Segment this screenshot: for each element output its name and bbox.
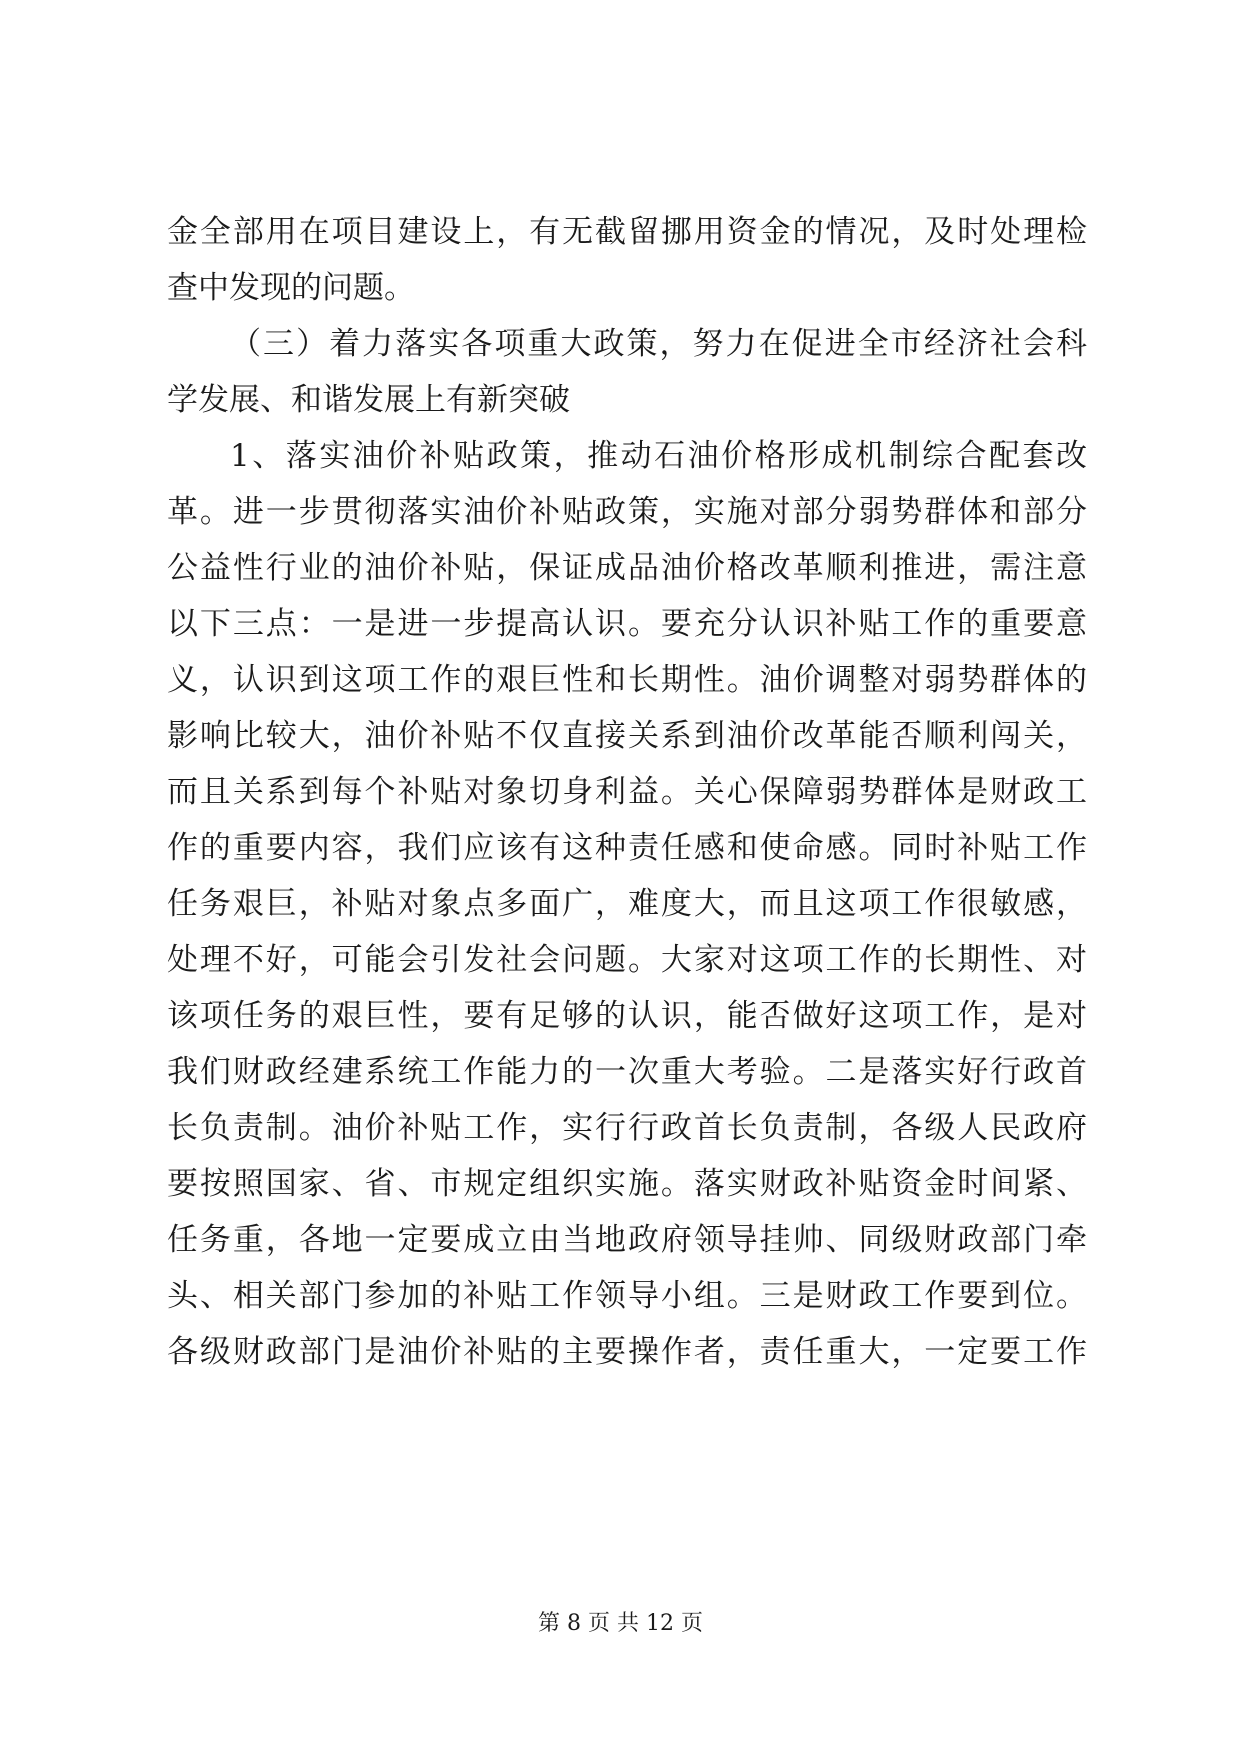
section-heading-line-1: （三）着力落实各项重大政策，努力在促进全市经济社会科 [230,326,1087,362]
body-line-12: 作的重要内容，我们应该有这种责任感和使命感。同时补贴工作 [167,830,1087,866]
body-line-15: 该项任务的艰巨性，要有足够的认识，能否做好这项工作，是对 [167,998,1087,1034]
body-line-21: 各级财政部门是油价补贴的主要操作者，责任重大，一定要工作 [167,1334,1087,1370]
body-line-13: 任务艰巨，补贴对象点多面广，难度大，而且这项工作很敏感， [167,886,1087,922]
body-line-1: 金全部用在项目建设上，有无截留挪用资金的情况，及时处理检 [167,214,1087,250]
page-footer: 第 8 页 共 12 页 [538,1611,703,1636]
body-line-16: 我们财政经建系统工作能力的一次重大考验。二是落实好行政首 [167,1054,1087,1090]
body-line-2: 查中发现的问题。 [167,270,415,306]
body-line-11: 而且关系到每个补贴对象切身利益。关心保障弱势群体是财政工 [167,774,1087,810]
body-line-14: 处理不好，可能会引发社会问题。大家对这项工作的长期性、对 [167,942,1087,978]
body-line-20: 头、相关部门参加的补贴工作领导小组。三是财政工作要到位。 [167,1278,1087,1314]
section-heading-line-2: 学发展、和谐发展上有新突破 [167,382,570,418]
body-line-18: 要按照国家、省、市规定组织实施。落实财政补贴资金时间紧、 [167,1166,1087,1202]
body-line-17: 长负责制。油价补贴工作，实行行政首长负责制，各级人民政府 [167,1110,1087,1146]
body-line-6: 革。进一步贯彻落实油价补贴政策，实施对部分弱势群体和部分 [167,494,1087,530]
body-line-8: 以下三点：一是进一步提高认识。要充分认识补贴工作的重要意 [167,606,1087,642]
body-line-19: 任务重，各地一定要成立由当地政府领导挂帅、同级财政部门牵 [167,1222,1087,1258]
body-line-7: 公益性行业的油价补贴，保证成品油价格改革顺利推进，需注意 [167,550,1087,586]
body-line-5: 1、落实油价补贴政策，推动石油价格形成机制综合配套改 [230,438,1087,474]
body-line-10: 影响比较大，油价补贴不仅直接关系到油价改革能否顺利闯关， [167,718,1087,754]
body-line-9: 义，认识到这项工作的艰巨性和长期性。油价调整对弱势群体的 [167,662,1087,698]
